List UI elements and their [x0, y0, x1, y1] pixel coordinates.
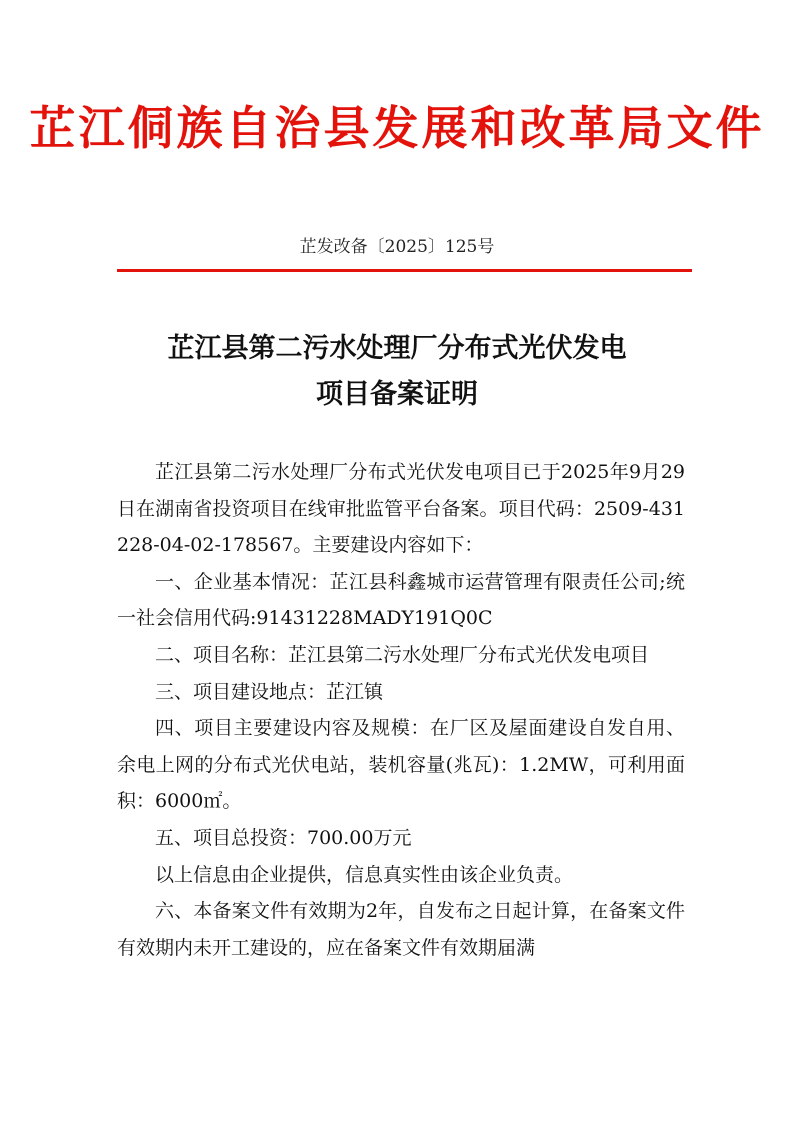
- document-title: [0, 326, 794, 418]
- body-paragraph-investment: 五、项目总投资：700.00万元: [155, 826, 412, 849]
- document-title-line-1: 芷江县第二污水处理厂分布式光伏发电: [167, 333, 627, 364]
- agency-header-title: 芷江侗族自治县发展和改革局文件: [29, 101, 765, 155]
- body-paragraph-location: 三、项目建设地点：芷江镇: [155, 680, 384, 703]
- body-paragraph-project-name: 二、项目名称：芷江县第二污水处理厂分布式光伏发电项目: [155, 643, 650, 666]
- body-paragraph-disclaimer: 以上信息由企业提供，信息真实性由该企业负责。: [155, 863, 574, 886]
- body-paragraph-scope: 四、项目主要建设内容及规模：在厂区及屋面建设自发自用、余电上网的分布式光伏电站，装机容量(兆瓦)：1.2MW，可利用面积：6000㎡。: [117, 717, 685, 813]
- body-paragraph-intro: 芷江县第二污水处理厂分布式光伏发电项目已于2025年9月29日在湖南省投资项目在线审批监管平台备案。项目代码：2509-431228-04-02-178567。主要建设内容如下：: [117, 461, 685, 557]
- red-divider-line: [117, 269, 692, 272]
- body-paragraph-company-info: 一、企业基本情况：芷江县科鑫城市运营管理有限责任公司;统一社会信用代码:91431228MADY191Q0C: [117, 570, 685, 630]
- document-title-line-2: 项目备案证明: [316, 379, 478, 410]
- document-number: 芷发改备〔2025〕125号: [299, 237, 495, 257]
- document-body: [117, 454, 685, 966]
- body-paragraph-validity: 六、本备案文件有效期为2年，自发布之日起计算，在备案文件有效期内未开工建设的，应在备案文件有效期届满: [117, 900, 685, 959]
